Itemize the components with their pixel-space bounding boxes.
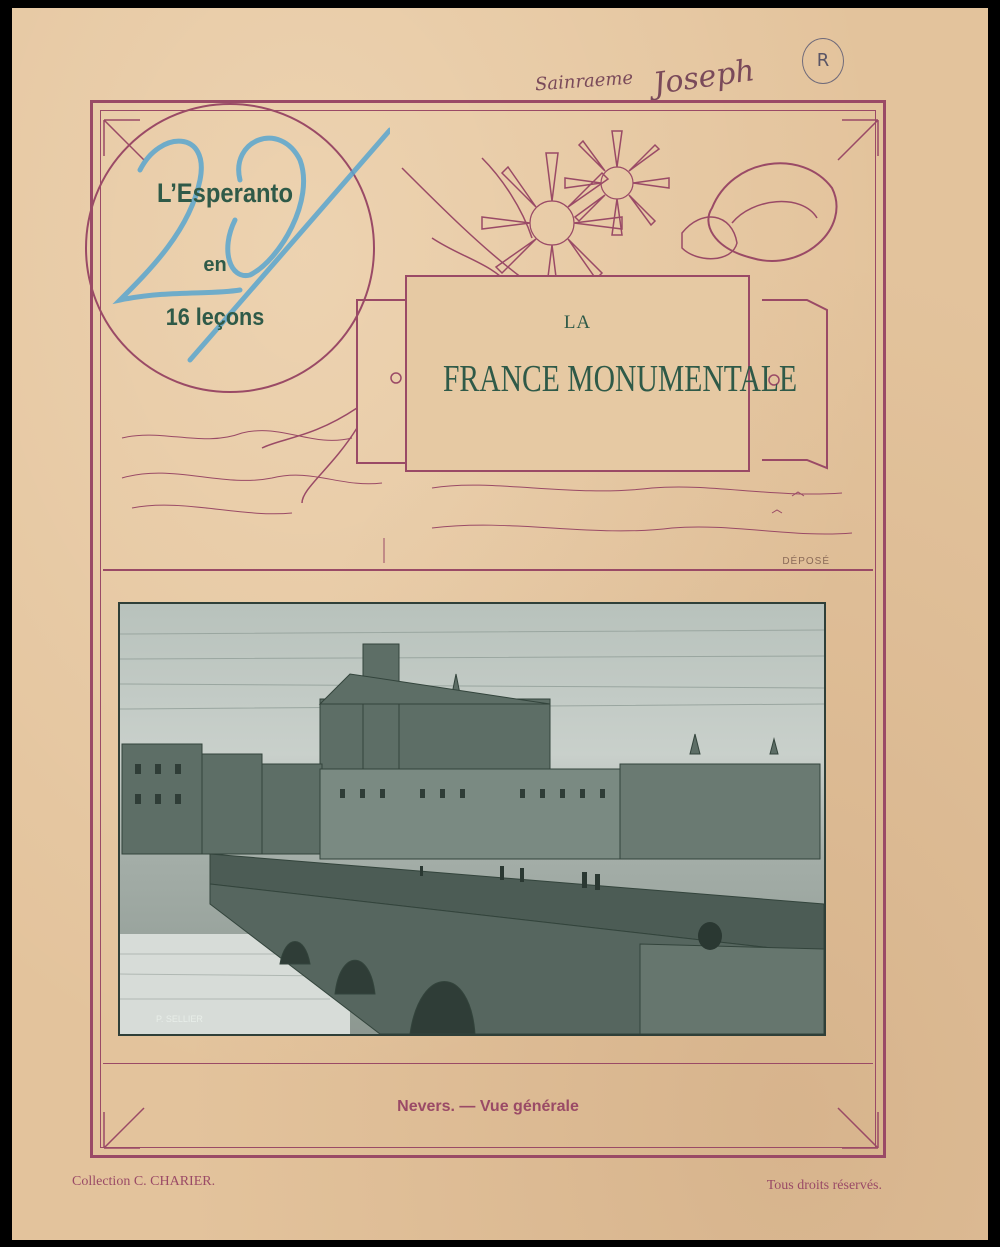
caption-divider — [103, 1063, 873, 1064]
notebook-cover — [12, 8, 988, 1240]
course-title: L’Esperanto — [156, 178, 293, 208]
course-lesson-count: 16 leçons — [165, 304, 265, 331]
banner-pre-title: LA — [563, 312, 592, 333]
owner-first-name: Sainraeme — [534, 67, 634, 96]
engraving-caption: Nevers. — Vue générale — [397, 1098, 579, 1115]
banner-title: FRANCE MONUMENTALE — [442, 358, 798, 400]
header-divider — [103, 569, 873, 571]
course-title-en: en — [203, 254, 227, 276]
rights-notice: Tous droits réservés. — [766, 1178, 882, 1193]
depose-label: DÉPOSÉ — [782, 556, 830, 567]
engraving-drawing — [120, 604, 824, 1034]
owner-last-name: Joseph — [650, 53, 757, 102]
artist-signature: P. SELLIER — [156, 1014, 203, 1024]
publisher-credit: Collection C. CHARIER. — [72, 1174, 216, 1189]
circled-r-mark: R — [802, 38, 844, 84]
town-engraving — [118, 602, 826, 1036]
blue-pencil-numerals — [90, 100, 390, 380]
